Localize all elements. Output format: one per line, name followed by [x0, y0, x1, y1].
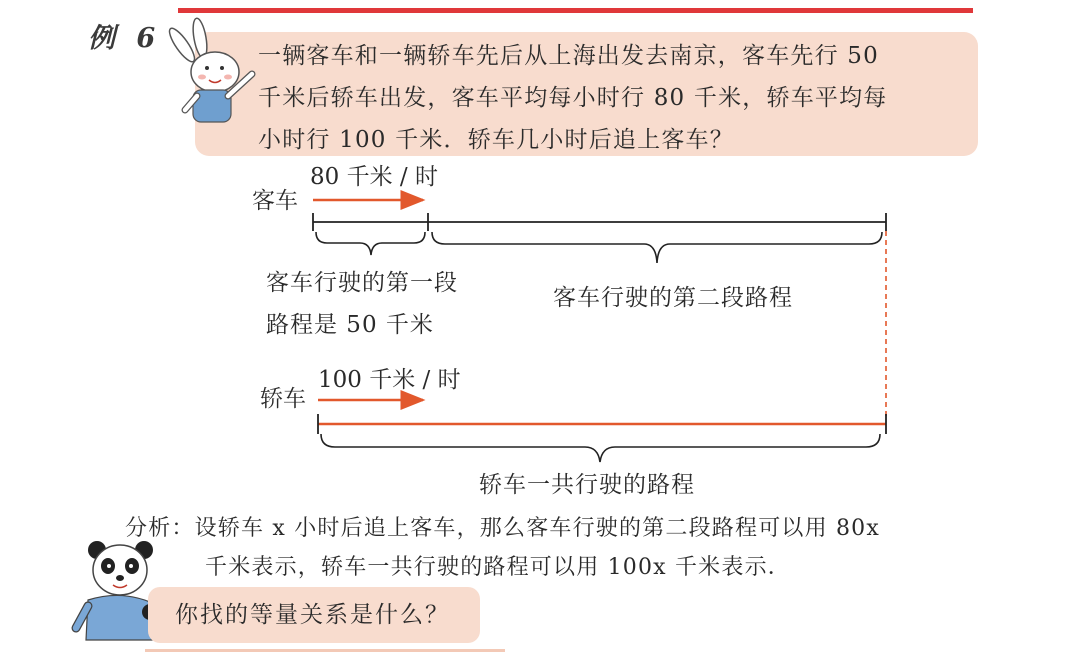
bus-second-segment-brace: [432, 232, 882, 263]
problem-line-2: 千米后轿车出发，客车平均每小时行 80 千米，轿车平均每: [258, 85, 888, 111]
bus-second-segment-label: 客车行驶的第二段路程: [553, 285, 793, 311]
car-label: 轿车: [260, 386, 306, 412]
example-label: 例 6: [88, 23, 162, 54]
car-total-label: 轿车一共行驶的路程: [479, 472, 695, 498]
car-line: [318, 414, 886, 434]
analysis-line-1: 分析：设轿车 x 小时后追上客车，那么客车行驶的第二段路程可以用 80x: [125, 516, 880, 541]
problem-line-1: 一辆客车和一辆轿车先后从上海出发去南京，客车先行 50: [258, 43, 879, 69]
bus-first-segment-brace: [316, 232, 425, 255]
analysis-line-2: 千米表示，轿车一共行驶的路程可以用 100x 千米表示．: [205, 555, 791, 580]
question-text: 你找的等量关系是什么？: [175, 602, 450, 628]
car-speed-label: 100 千米 / 时: [318, 367, 461, 393]
bus-line: [313, 213, 886, 231]
bus-first-segment-label-line-1: 客车行驶的第一段: [266, 270, 458, 296]
bus-first-segment-label-line-2: 路程是 50 千米: [266, 312, 434, 338]
bus-speed-label: 80 千米 / 时: [310, 164, 438, 190]
car-total-brace: [321, 434, 880, 462]
problem-line-3: 小时行 100 千米．轿车几小时后追上客车？: [258, 127, 734, 153]
bus-label: 客车: [252, 188, 298, 214]
